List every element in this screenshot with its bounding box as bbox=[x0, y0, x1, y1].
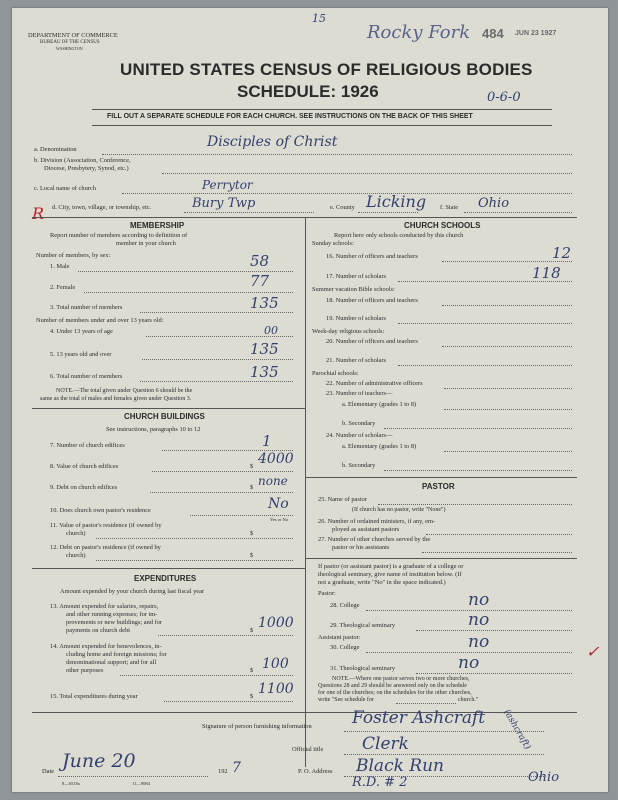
q10-value: No bbox=[268, 496, 289, 512]
parochial-schools-label: Parochial schools: bbox=[312, 370, 359, 377]
dollar-sign: $ bbox=[250, 552, 254, 559]
members-by-sex-label: Number of members, by sex: bbox=[36, 252, 111, 259]
department-label: DEPARTMENT OF COMMERCE bbox=[28, 32, 118, 39]
q1-value: 58 bbox=[250, 252, 270, 270]
q2-value: 77 bbox=[250, 272, 270, 290]
official-title-value: Clerk bbox=[362, 734, 409, 754]
denomination-value: Disciples of Christ bbox=[207, 134, 338, 150]
q27-label-2: pastor or his assistants bbox=[332, 544, 390, 551]
q16-label: 16. Number of officers and teachers bbox=[326, 253, 418, 260]
buildings-title: CHURCH BUILDINGS bbox=[124, 412, 205, 421]
year-value: 7 bbox=[232, 760, 241, 776]
margin-mark: R bbox=[32, 204, 45, 223]
pastor-sublabel: Pastor: bbox=[318, 590, 336, 597]
summer-schools-label: Summer vacation Bible schools: bbox=[312, 286, 395, 293]
division-label-2: Diocese, Presbytery, Synod, etc.) bbox=[44, 165, 129, 172]
schools-title: CHURCH SCHOOLS bbox=[404, 221, 481, 230]
graduate-note-3: not a graduate, write "No" in the space indicated.) bbox=[318, 579, 446, 586]
q13-label-2: and other running expenses; for im- bbox=[66, 611, 158, 618]
q28-label: 28. College bbox=[330, 602, 360, 609]
q31-value: no bbox=[458, 653, 480, 673]
signature-label: Signature of person furnishing information bbox=[202, 723, 312, 730]
q23a-label: a. Elementary (grades 1 to 8) bbox=[342, 401, 417, 408]
q15-label: 15. Total expenditures during year bbox=[50, 693, 138, 700]
stamp-date: JUN 23 1927 bbox=[515, 30, 557, 37]
city-label: WASHINGTON bbox=[56, 46, 83, 51]
dollar-sign: $ bbox=[250, 484, 254, 491]
q14-label-3: denominational support; and for all bbox=[66, 659, 157, 666]
pastor-note-5: church." bbox=[458, 697, 479, 703]
pastor-note-2: Questions 28 and 29 should be answered only on the schedule bbox=[318, 683, 467, 689]
pastor-note-1: NOTE.—Where one pastor serves two or more churches, bbox=[332, 676, 470, 682]
graduate-note-1: If pastor (or assistant pastor) is a graduate of a college or bbox=[318, 563, 464, 570]
state-value: Ohio bbox=[478, 196, 510, 211]
buildings-intro: See instructions, paragraphs 10 to 12 bbox=[106, 426, 201, 433]
q14-label-1: 14. Amount expended for benevolences, in- bbox=[50, 643, 162, 650]
pastor-title: PASTOR bbox=[422, 482, 455, 491]
q17-value: 118 bbox=[532, 264, 561, 282]
check-mark-icon: ✓ bbox=[586, 642, 600, 661]
membership-note-1: NOTE.—The total given under Question 6 should be the bbox=[56, 388, 193, 394]
q28-value: no bbox=[468, 590, 490, 610]
official-title-label: Official title bbox=[292, 746, 324, 753]
q5-label: 5. 13 years old and over bbox=[50, 351, 112, 358]
q23b-label: b. Secondary bbox=[342, 420, 376, 427]
church-name-value: Perrytor bbox=[202, 178, 253, 192]
bureau-label: BUREAU OF THE CENSUS bbox=[40, 40, 100, 45]
handwritten-place: Rocky Fork bbox=[367, 22, 471, 43]
q4-label: 4. Under 13 years of age bbox=[50, 328, 113, 335]
form-number-1: 8—6518a bbox=[62, 781, 80, 786]
graduate-note-2: theological seminary, give name of institution below. (If bbox=[318, 571, 462, 578]
assistant-pastor-sublabel: Assistant pastor: bbox=[318, 634, 361, 641]
pastor-note-4: write "See schedule for bbox=[318, 697, 374, 703]
po-address-state: Ohio bbox=[528, 770, 560, 785]
dollar-sign: $ bbox=[250, 530, 254, 537]
dollar-sign: $ bbox=[250, 463, 254, 470]
membership-intro-1: Report number of members according to definition of bbox=[50, 232, 188, 239]
q13-label-1: 13. Amount expended for salaries, repairs, bbox=[50, 603, 159, 610]
q24a-label: a. Elementary (grades 1 to 8) bbox=[342, 443, 417, 450]
q11-label-1: 11. Value of pastor's residence (if owned by bbox=[50, 522, 162, 529]
q10-label: 10. Does church own pastor's residence bbox=[50, 507, 151, 514]
state-label: f. State bbox=[440, 204, 459, 211]
q17-label: 17. Number of scholars bbox=[326, 273, 386, 280]
q10-sublabel: Yes or No bbox=[270, 517, 289, 522]
q6-label: 6. Total number of members bbox=[50, 373, 123, 380]
dollar-sign: $ bbox=[250, 627, 254, 634]
year-printed: 192 bbox=[218, 768, 228, 775]
q6-value: 135 bbox=[250, 363, 279, 381]
q25-label: 25. Name of pastor bbox=[318, 496, 367, 503]
census-schedule-sheet bbox=[12, 8, 608, 792]
q13-label-4: payments on church debt bbox=[66, 627, 131, 634]
q2-label: 2. Female bbox=[50, 284, 76, 291]
membership-title: MEMBERSHIP bbox=[130, 221, 185, 230]
signature-note: (ashcraft) bbox=[501, 708, 533, 752]
q14-value: 100 bbox=[262, 656, 289, 672]
q20-label: 20. Number of officers and teachers bbox=[326, 338, 418, 345]
q29-value: no bbox=[468, 610, 490, 630]
form-title: UNITED STATES CENSUS OF RELIGIOUS BODIES bbox=[120, 60, 533, 79]
denomination-label: a. Denomination bbox=[34, 146, 77, 153]
q12-label-2: church) bbox=[66, 552, 86, 559]
q9-value: none bbox=[258, 474, 288, 488]
q26-label-1: 26. Number of ordained ministers, if any, em- bbox=[318, 518, 436, 525]
county-label: e. County bbox=[330, 204, 355, 211]
schedule-title: SCHEDULE: 1926 bbox=[237, 82, 379, 101]
q3-value: 135 bbox=[250, 294, 279, 312]
church-name-label: c. Local name of church bbox=[34, 185, 96, 192]
q5-value: 135 bbox=[250, 340, 279, 358]
pastor-note-3: for one of the churches; on the schedules for the other churches, bbox=[318, 690, 472, 696]
q30-label: 30. College bbox=[330, 644, 360, 651]
weekday-schools-label: Week-day religious schools: bbox=[312, 328, 385, 335]
handwritten-code: 0-6-0 bbox=[487, 90, 521, 105]
q22-label: 22. Number of administrative officers bbox=[326, 380, 423, 387]
po-address-label: P. O. Address bbox=[298, 768, 333, 775]
dollar-sign: $ bbox=[250, 667, 254, 674]
q13-label-3: provements or new buildings; and for bbox=[66, 619, 163, 626]
q16-value: 12 bbox=[552, 244, 572, 262]
q1-label: 1. Male bbox=[50, 263, 70, 270]
q9-label: 9. Debt on church edifices bbox=[50, 484, 118, 491]
q8-label: 8. Value of church edifices bbox=[50, 463, 119, 470]
county-value: Licking bbox=[366, 192, 427, 211]
q30-value: no bbox=[468, 632, 490, 652]
dollar-sign: $ bbox=[250, 693, 254, 700]
expenditures-title: EXPENDITURES bbox=[134, 574, 197, 583]
q15-value: 1100 bbox=[258, 681, 294, 697]
membership-intro-2: member in your church bbox=[116, 240, 176, 247]
q19-label: 19. Number of scholars bbox=[326, 315, 386, 322]
q14-label-2: cluding home and foreign missions; for bbox=[66, 651, 167, 658]
q14-label-4: other purposes bbox=[66, 667, 104, 674]
q8-value: 4000 bbox=[258, 451, 294, 467]
city-value: Bury Twp bbox=[192, 196, 256, 211]
q29-label: 29. Theological seminary bbox=[330, 622, 396, 629]
q18-label: 18. Number of officers and teachers bbox=[326, 297, 418, 304]
handwritten-page-number: 15 bbox=[312, 12, 326, 25]
city-label: d. City, town, village, or township, etc. bbox=[52, 204, 152, 211]
q7-label: 7. Number of church edifices bbox=[50, 442, 125, 449]
q23-label: 23. Number of teachers— bbox=[326, 390, 393, 397]
q24b-label: b. Secondary bbox=[342, 462, 376, 469]
q11-label-2: church) bbox=[66, 530, 86, 537]
membership-note-2: same as the total of males and females given under Question 3. bbox=[40, 396, 192, 402]
q31-label: 31. Theological seminary bbox=[330, 665, 396, 672]
po-address-value-2: R.D. # 2 bbox=[352, 775, 408, 790]
form-number-2: 11—9084 bbox=[132, 781, 150, 786]
q13-value: 1000 bbox=[258, 615, 294, 631]
division-label-1: b. Division (Association, Conference, bbox=[34, 157, 131, 164]
q7-value: 1 bbox=[262, 432, 272, 450]
q21-label: 21. Number of scholars bbox=[326, 357, 386, 364]
schools-intro: Report here only schools conducted by this church bbox=[334, 232, 464, 239]
stamp-number: 484 bbox=[482, 26, 504, 41]
signature-value: Foster Ashcraft bbox=[352, 708, 486, 728]
sunday-schools-label: Sunday schools: bbox=[312, 240, 354, 247]
q26-label-2: ployed as assistant pastors bbox=[332, 526, 400, 533]
q27-label-1: 27. Number of other churches served by the bbox=[318, 536, 431, 543]
date-label: Date bbox=[42, 768, 55, 775]
form-instructions: FILL OUT A SEPARATE SCHEDULE FOR EACH CHURCH. SEE INSTRUCTIONS ON THE BACK OF THIS SHEET bbox=[107, 113, 473, 120]
q24-label: 24. Number of scholars— bbox=[326, 432, 393, 439]
q12-label-1: 12. Debt on pastor's residence (if owned by bbox=[50, 544, 161, 551]
date-value: June 20 bbox=[62, 750, 136, 772]
expenditures-intro: Amount expended by your church during last fiscal year bbox=[60, 588, 205, 595]
po-address-value: Black Run bbox=[356, 756, 444, 776]
q25-sublabel: (If church has no pastor, write "None") bbox=[352, 507, 446, 513]
q4-value: 00 bbox=[264, 324, 278, 337]
q3-label: 3. Total number of members bbox=[50, 304, 123, 311]
members-by-age-label: Number of members under and over 13 years old: bbox=[36, 317, 164, 324]
